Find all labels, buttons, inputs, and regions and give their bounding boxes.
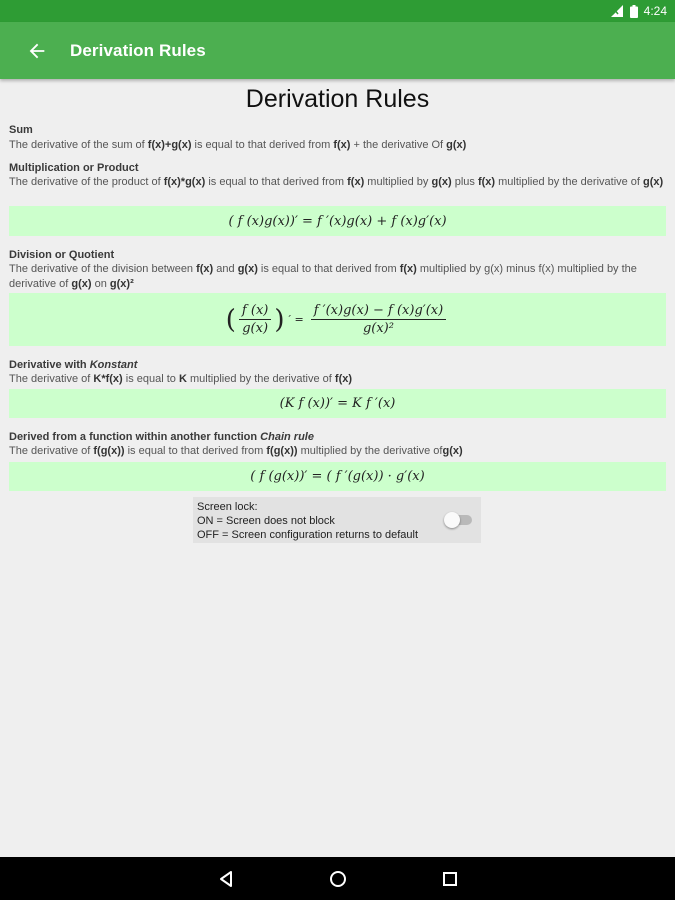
home-circle-icon[interactable] (327, 868, 349, 890)
back-triangle-icon[interactable] (216, 868, 238, 890)
status-time: 4:24 (643, 4, 667, 18)
chain-formula: ( f (g(x))′ = ( f ′(g(x)) · g′(x) (9, 462, 666, 491)
konstant-title: Derivative with Konstant (9, 359, 138, 371)
konstant-description: The derivative of K*f(x) is equal to K multiplied by the derivative of f(x) (9, 373, 353, 385)
app-bar (0, 22, 675, 79)
screen-lock-toggle[interactable] (444, 512, 474, 528)
sum-description: The derivative of the sum of f(x)+g(x) is equal to that derived from f(x) + the derivative Of g(x) (9, 139, 467, 151)
product-description: The derivative of the product of f(x)*g(x) is equal to that derived from f(x) multiplied by g(x) plus f(x) multiplied by the derivative of g(x) (9, 176, 664, 188)
quotient-description: The derivative of the division between f(x) and g(x) is equal to that derived from f(x) multiplied by g(x) minus f(x) multiplied by the derivative of g(x) on g(x)² (9, 263, 637, 290)
screen-lock-label: Screen lock: ON = Screen does not block OFF = Screen configuration returns to default (197, 501, 419, 541)
quotient-formula: ( $\frac{f (x)}{g(x)}$ ) ′ = $\frac{f '(x)g(x) - f (x)g'(x)}{\text{g(x)²}}$ (9, 293, 666, 346)
arrow-back-icon[interactable] (26, 40, 48, 62)
sum-title: Sum (9, 124, 33, 136)
product-formula: ( f (x)g(x))′ = f ′(x)g(x) + f (x)g′(x) (9, 206, 666, 236)
screen-lock-panel (193, 497, 481, 543)
chain-title: Derived from a function within another function Chain rule (9, 431, 314, 443)
battery-icon (630, 5, 638, 18)
konstant-formula: (K f (x))′ = K f ′(x) (9, 389, 666, 418)
signal-icon (610, 5, 624, 17)
status-bar (0, 0, 675, 22)
quotient-title: Division or Quotient (9, 249, 115, 261)
product-title: Multiplication or Product (9, 162, 139, 174)
app-title: Derivation Rules (70, 41, 206, 60)
recents-square-icon[interactable] (439, 868, 461, 890)
content-area (0, 79, 675, 857)
chain-description: The derivative of f(g(x)) is equal to that derived from f(g(x)) multiplied by the derivative ofg(x) (9, 445, 463, 457)
navigation-bar (0, 857, 675, 900)
page-title: Derivation Rules (245, 85, 430, 113)
